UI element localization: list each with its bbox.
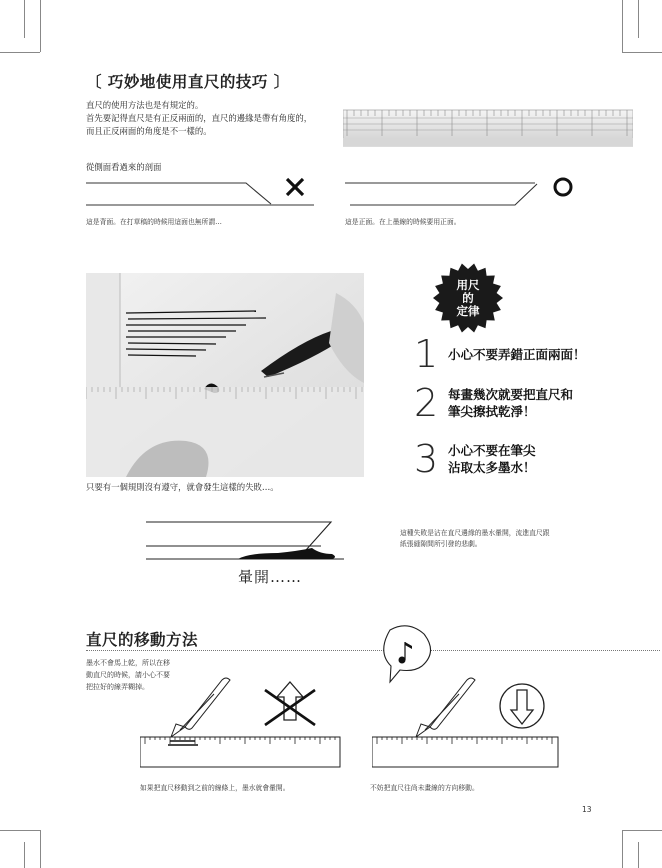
rule-number: 2 [414, 381, 439, 425]
crop-mark [0, 52, 40, 53]
ink-smudge-diagram [146, 518, 346, 564]
correct-move-caption: 不妨把直尺往尚未畫線的方向移動。 [370, 784, 479, 792]
moving-intro: 墨水不會馬上乾，所以在移 動直尺的時候，請小心不要 把拉好的線弄糊掉。 [86, 659, 170, 691]
crop-mark [622, 830, 623, 868]
section-title-moving: 直尺的移動方法 [86, 631, 199, 649]
cross-mark-icon [284, 176, 306, 198]
wrong-move-caption: 如果把直尺移動到之前的線條上，墨水就會暈開。 [140, 784, 290, 792]
intro-line: 首先要記得直尺是有正反兩面的，直尺的邊緣是帶有角度的， [86, 113, 313, 123]
crop-mark [40, 830, 41, 868]
rule-text: 小心不要在筆尖 沾取太多墨水！ [448, 443, 536, 475]
handwritten-smudge: 暈開…… [238, 568, 303, 586]
intro-paragraph [86, 99, 312, 138]
rule-item-3 [414, 437, 536, 481]
rule-item-1 [414, 332, 586, 376]
crop-mark [638, 842, 639, 868]
rule-text: 小心不要弄錯正面兩面！ [448, 346, 586, 362]
wrong-move-illustration [140, 670, 345, 768]
ruler-photo [343, 108, 633, 150]
speech-bubble-icon [384, 626, 431, 682]
crop-mark [622, 0, 623, 52]
intro-line: 直尺的使用方法也是有規定的。 [86, 100, 204, 110]
cross-section-label: 從側面看過來的剖面 [86, 162, 162, 172]
badge-text: 用尺 的 定律 [456, 277, 480, 318]
crop-mark [40, 0, 41, 52]
intro-line: 而且正反兩面的角度是不一樣的。 [86, 126, 212, 136]
crop-mark [24, 0, 25, 38]
crop-mark [622, 830, 662, 831]
circle-mark-icon [552, 176, 574, 198]
smudge-explanation: 這種失敗是沾在直尺邊緣的墨水暈開，流進直尺跟 紙張縫隙間所引發的悲劇。 [400, 529, 550, 548]
rules-badge [433, 263, 503, 333]
crop-mark [24, 842, 25, 868]
rule-item-2 [414, 381, 574, 425]
page-number: 13 [582, 805, 592, 814]
rule-number: 3 [414, 437, 439, 481]
crop-mark [0, 830, 40, 831]
rule-number: 1 [414, 332, 439, 376]
crop-mark [638, 0, 639, 38]
section-title: 〔 巧妙地使用直尺的技巧 〕 [86, 73, 290, 91]
ruler-front-cross-section [345, 174, 565, 210]
back-caption: 這是背面。在打草稿的時候用這面也無所謂… [86, 218, 222, 226]
correct-move-illustration [372, 622, 562, 768]
crop-mark [622, 52, 662, 53]
rule-text: 每畫幾次就要把直尺和 筆尖擦拭乾淨！ [448, 387, 574, 419]
inking-failure-photo [86, 273, 364, 477]
ruler-back-cross-section [86, 174, 316, 210]
photo-caption: 只要有一個規則沒有遵守，就會發生這樣的失敗…。 [86, 482, 279, 492]
front-caption: 這是正面。在上墨線的時候要用正面。 [345, 218, 461, 226]
